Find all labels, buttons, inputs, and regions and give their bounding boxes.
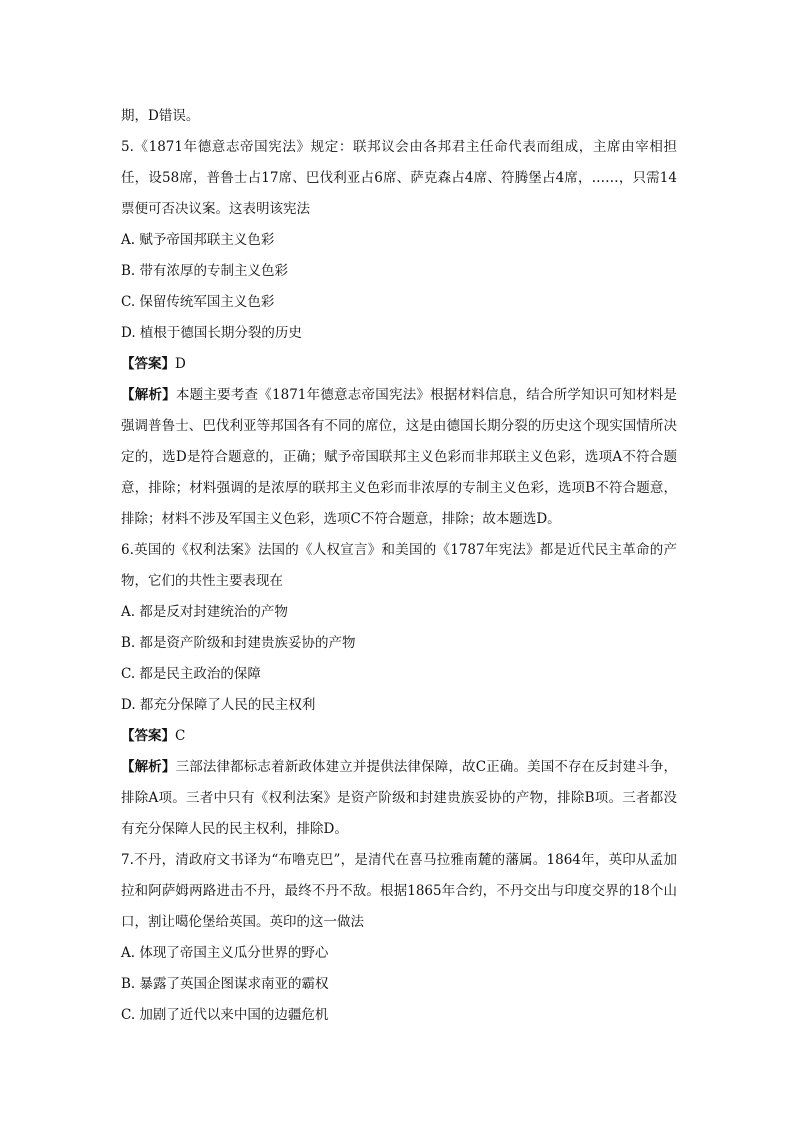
answer-label: 【答案】: [121, 728, 175, 744]
question-5-answer: [121, 349, 677, 380]
question-6-option-a: A. 都是反对封建统治的产物: [121, 604, 288, 620]
analysis-text: 三部法律都标志着新政体建立并提供法律保障，故C正确。美国不存在反封建斗争，排除A项。三者中只有《权利法案》是资产阶级和封建贵族妥协的产物，排除B项。三者都没有充分保障人民的民主权利，排除D。: [121, 759, 677, 837]
analysis-label: 【解析】: [121, 759, 176, 775]
analysis-label: 【解析】: [121, 387, 176, 403]
page-content: [121, 101, 677, 1031]
question-5-stem: 5.《1871年德意志帝国宪法》规定：联邦议会由各邦君主任命代表而组成，主席由宰相担任，设58席，普鲁士占17席、巴伐利亚占6席、萨克森占4席、符腾堡占4席，……，只需14票便可否决议案。这表明该宪法: [121, 139, 677, 217]
question-6-option-d: D. 都充分保障了人民的民主权利: [121, 697, 316, 713]
question-5-option-a: A. 赋予帝国邦联主义色彩: [121, 232, 275, 248]
question-7-option-a: A. 体现了帝国主义瓜分世界的野心: [121, 945, 329, 961]
question-5-analysis: [121, 380, 677, 535]
question-7-option-b: B. 暴露了英国企图谋求南亚的霸权: [121, 976, 329, 992]
question-7-option-c: C. 加剧了近代以来中国的边疆危机: [121, 1007, 329, 1023]
question-6-option-c: C. 都是民主政治的保障: [121, 666, 261, 682]
question-5-option-c: C. 保留传统军国主义色彩: [121, 294, 275, 310]
question-6-option-b: B. 都是资产阶级和封建贵族妥协的产物: [121, 635, 356, 651]
question-7-stem: 7.不丹，清政府文书译为“布噜克巴”，是清代在喜马拉雅南麓的藩属。1864年，英印从孟加拉和阿萨姆两路进击不丹，最终不丹不敌。根据1865年合约，不丹交出与印度交界的18个山口，割让噶伦堡给英国。英印的这一做法: [121, 852, 677, 930]
question-5-option-d: D. 植根于德国长期分裂的历史: [121, 325, 302, 341]
answer-value: D: [175, 356, 186, 372]
analysis-text: 本题主要考查《1871年德意志帝国宪法》根据材料信息，结合所学知识可知材料是强调普鲁士、巴伐利亚等邦国各有不同的席位，这是由德国长期分裂的历史这个现实国情所决定的，选D是符合题意的，正确；赋予帝国联邦主义色彩而非邦联主义色彩，选项A不符合题意，排除；材料强调的是浓厚的联邦主义色彩而非浓厚的专制主义色彩，选项B不符合题意，排除；材料不涉及军国主义色彩，选项C不符合题意，排除；故本题选D。: [121, 387, 678, 527]
question-6-analysis: [121, 752, 677, 845]
answer-label: 【答案】: [121, 356, 175, 372]
previous-answer-tail: 期，D错误。: [121, 108, 200, 124]
question-6-stem: 6.英国的《权利法案》法国的《人权宣言》和美国的《1787年宪法》都是近代民主革命的产物，它们的共性主要表现在: [121, 542, 677, 589]
question-6-answer: [121, 721, 677, 752]
answer-value: C: [175, 728, 186, 744]
question-5-option-b: B. 带有浓厚的专制主义色彩: [121, 263, 289, 279]
